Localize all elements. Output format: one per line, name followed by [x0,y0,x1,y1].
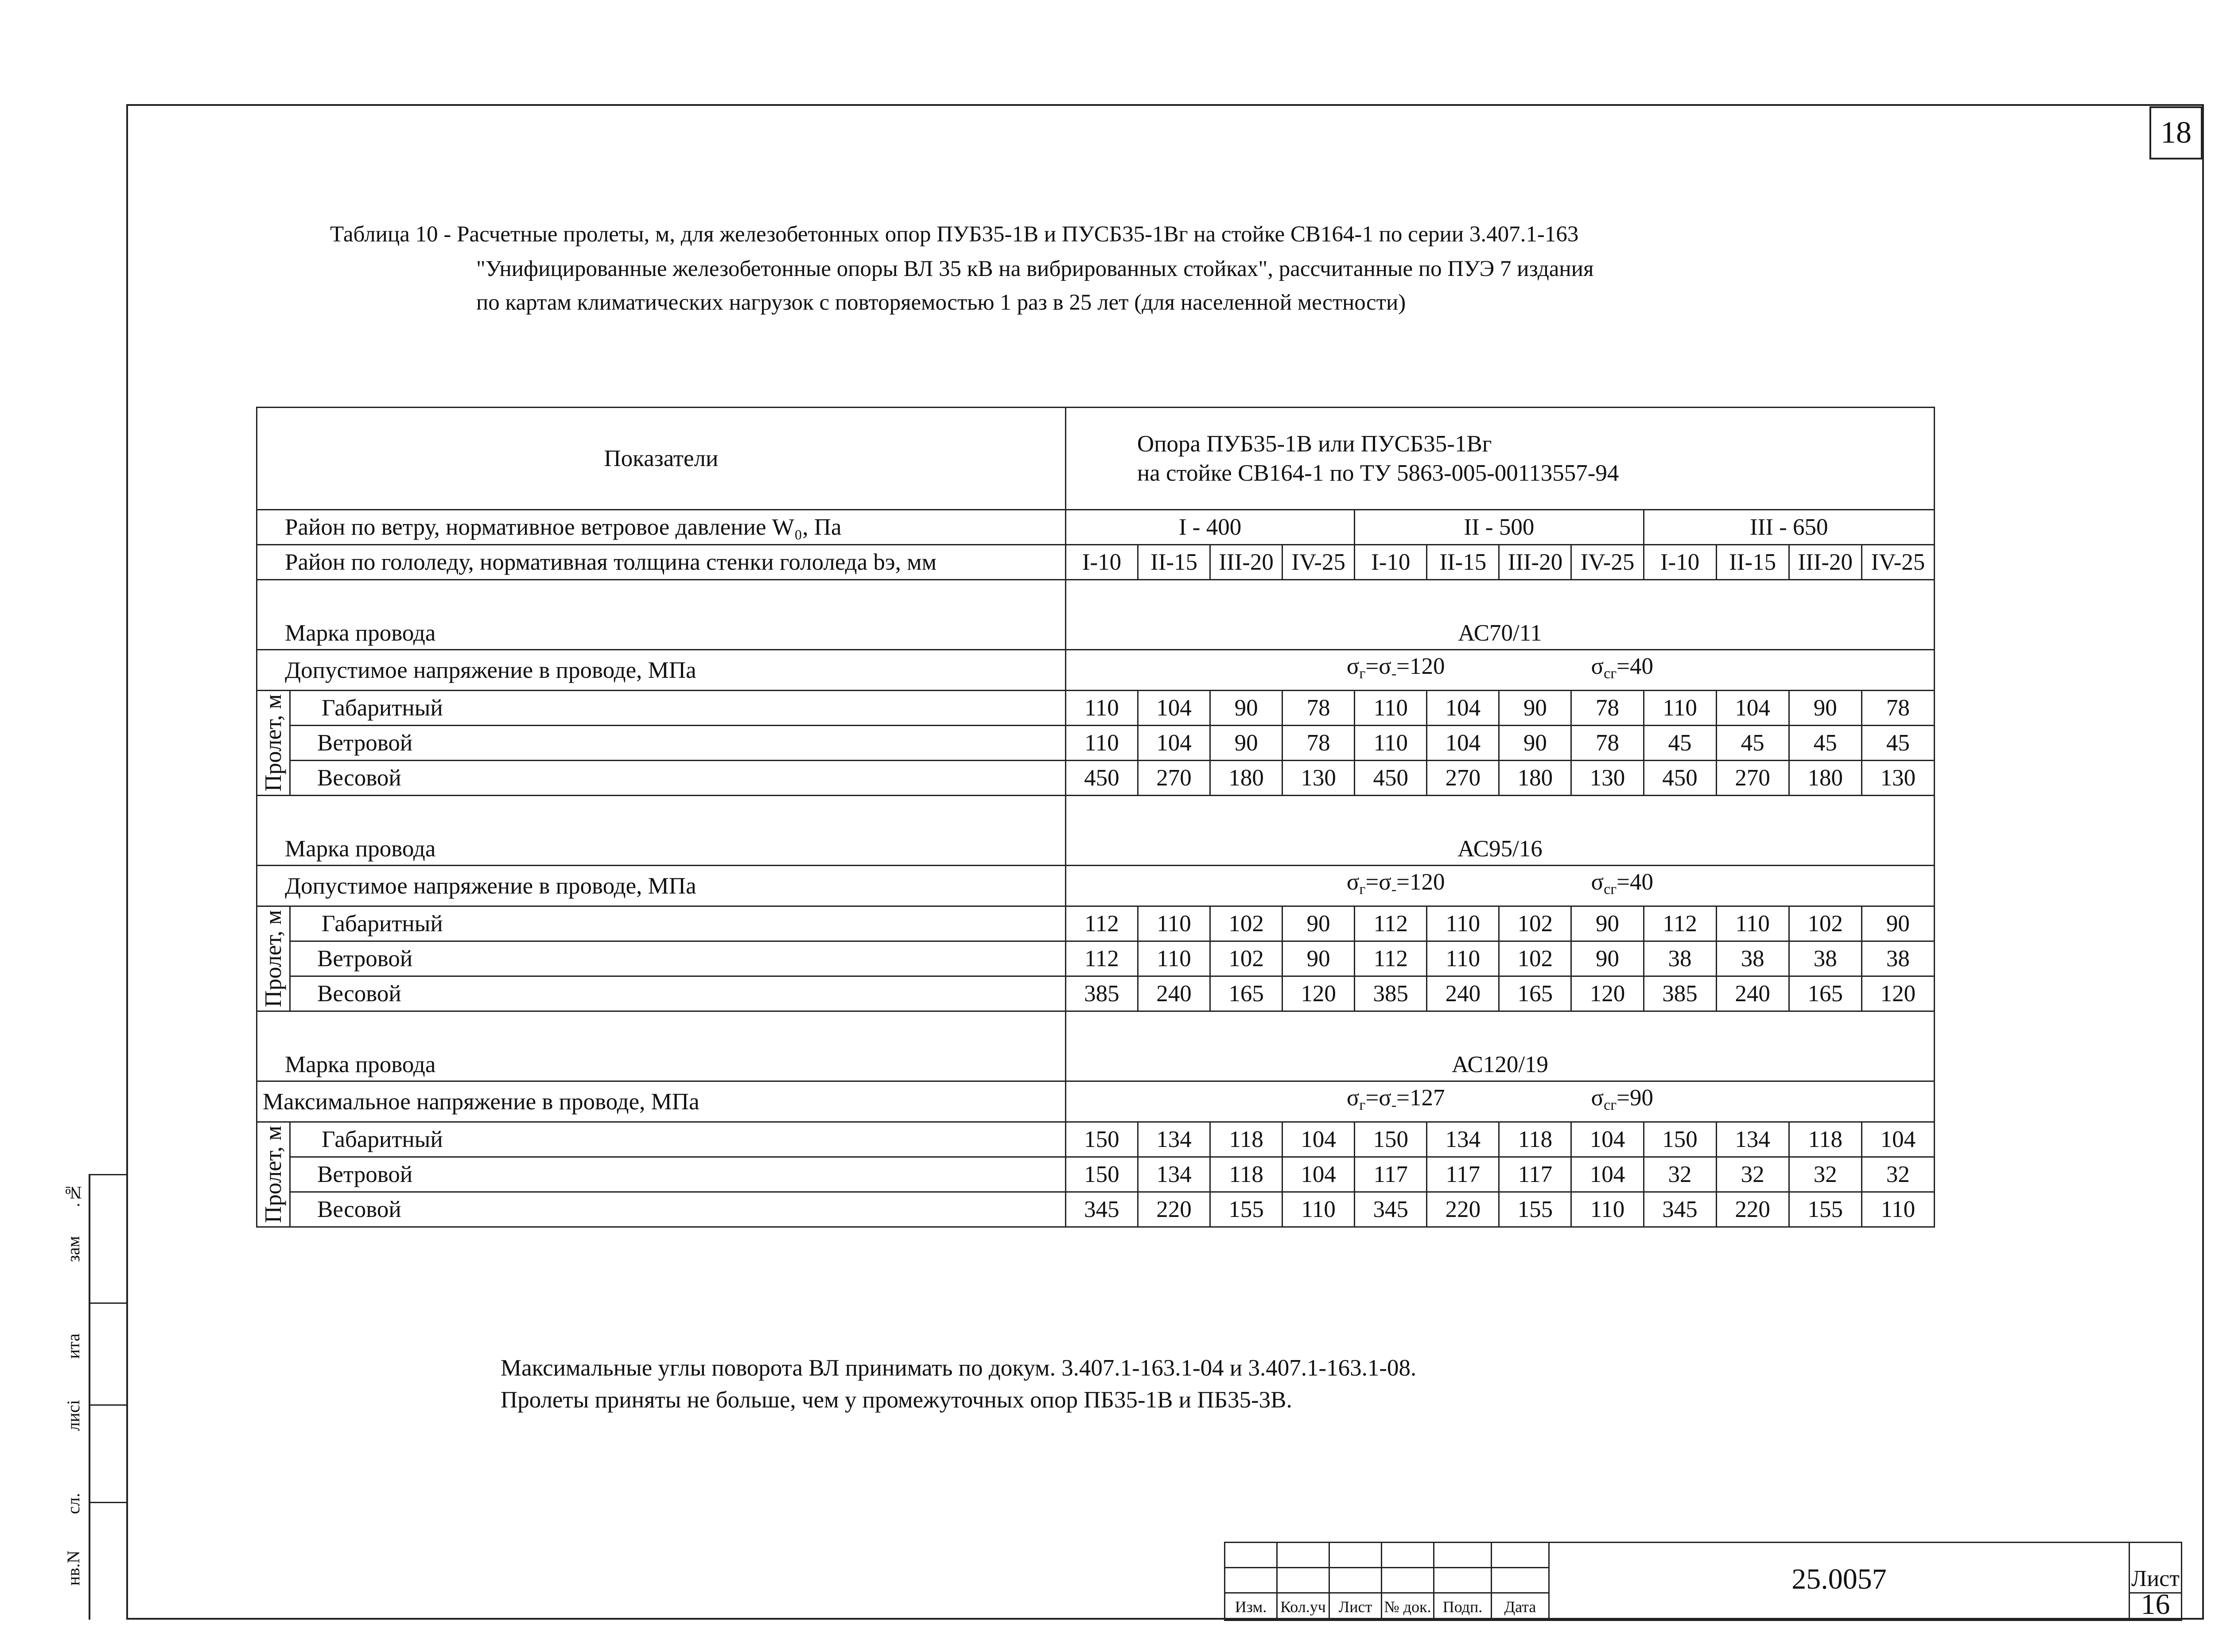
table-cell: 117 [1427,1157,1499,1192]
wind-label: Район по ветру, нормативное ветровое давление W₀, Па [257,510,1066,545]
table-cell: 104 [1138,726,1210,761]
sigma-left [1346,869,1445,898]
table-cell: 102 [1499,941,1571,976]
sigma-subscript: - [1391,1097,1397,1113]
side-label-4: лисі [63,1400,83,1431]
table-cell: 180 [1499,761,1571,796]
table-cell: 104 [1716,691,1789,726]
table-cell: 130 [1861,761,1934,796]
sigma-subscript: сг [1604,881,1617,898]
table-row [257,691,1935,726]
table-row [257,1157,1935,1192]
table-cell: 78 [1571,726,1644,761]
table-cell: 450 [1355,761,1427,796]
table-cell: 134 [1138,1157,1210,1192]
stress-row [257,866,1935,906]
sigma-subscript: сг [1604,665,1617,682]
ice-region: II-15 [1427,545,1499,580]
tb-col-koluch: Кол.уч [1277,1593,1329,1621]
table-header-row [257,408,1935,510]
sigma-left [1346,653,1445,682]
side-label-2: зам [63,1236,83,1262]
sigma-symbol: σ [1346,653,1360,679]
table-cell: 78 [1282,691,1355,726]
sigma-value: =90 [1617,1085,1654,1111]
table-cell: 102 [1499,906,1571,941]
wire-mark-row [257,580,1935,650]
doc-number: 25.0057 [1791,1563,1887,1595]
wire-mark-label: Марка провода [257,1011,1066,1081]
note-line-2: Пролеты приняты не больше, чем у промежуточных опор ПБ35-1В и ПБ35-3В. [501,1387,1292,1413]
table-cell: 32 [1861,1157,1934,1192]
ice-region: III-20 [1789,545,1861,580]
wire-mark-value: АС95/16 [1065,796,1934,866]
wind-row [257,510,1935,545]
table-cell: 450 [1644,761,1716,796]
table-cell: 38 [1716,941,1789,976]
table-cell: 112 [1355,906,1427,941]
table-cell: 112 [1644,906,1716,941]
doc-number-cell [1549,1543,2130,1621]
span-label: Пролет, м [260,1126,287,1223]
table-cell: 90 [1789,691,1861,726]
sigma-right [1591,1085,1654,1111]
table-cell: 118 [1499,1122,1571,1157]
table-cell: 45 [1789,726,1861,761]
table-cell: 110 [1644,691,1716,726]
span-row-label: Ветровой [290,941,1066,976]
table-cell: 32 [1789,1157,1861,1192]
table-cell: 45 [1644,726,1716,761]
sigma-value: =40 [1617,869,1654,895]
table-row [257,1122,1935,1157]
side-label-5: сл. [63,1493,83,1514]
sigma-left [1347,1085,1445,1111]
table-row [257,1192,1935,1227]
table-cell: 117 [1355,1157,1427,1192]
ice-region: IV-25 [1861,545,1934,580]
table-cell: 32 [1716,1157,1789,1192]
sigma-right [1591,869,1654,898]
table-cell: 150 [1644,1122,1716,1157]
sigma-subscript: г [1359,881,1366,898]
sigma-symbol: =σ [1365,869,1391,895]
table-cell: 90 [1210,691,1282,726]
table-cell: 104 [1282,1122,1355,1157]
ice-label: Район по гололеду, нормативная толщина стенки гололеда bэ, мм [257,545,1066,580]
header-support [1065,408,1934,510]
table-cell: 112 [1065,906,1138,941]
table-cell: 220 [1427,1192,1499,1227]
sigma-value: =40 [1617,653,1654,679]
sigma-symbol: σ [1591,1085,1604,1111]
table-cell: 104 [1571,1157,1644,1192]
table-cell: 155 [1789,1192,1861,1227]
table-cell: 155 [1499,1192,1571,1227]
table-row [257,906,1935,941]
table-cell: 385 [1644,976,1716,1011]
table-cell: 90 [1282,941,1355,976]
table-cell: 110 [1571,1192,1644,1227]
header-indicators: Показатели [257,408,1066,510]
span-row-label: Весовой [290,761,1066,796]
stress-label: Допустимое напряжение в проводе, МПа [257,866,1066,906]
table-cell: 38 [1861,941,1934,976]
sigma-symbol: σ [1346,869,1360,895]
table-cell: 165 [1210,976,1282,1011]
tb-col-list: Лист [1329,1593,1382,1621]
table-cell: 32 [1644,1157,1716,1192]
table-cell: 110 [1861,1192,1934,1227]
side-label-6: нв.N [63,1551,83,1586]
stress-label: Допустимое напряжение в проводе, МПа [257,650,1066,691]
caption-line-3: по картам климатических нагрузок с повторяемостью 1 раз в 25 лет (для населенной местности) [476,290,1406,315]
table-cell: 130 [1282,761,1355,796]
tb-col-podp: Подп. [1434,1593,1492,1621]
table-cell: 104 [1427,691,1499,726]
table-cell: 270 [1427,761,1499,796]
span-row-label: Габаритный [290,1122,1066,1157]
span-row-label: Весовой [290,1192,1066,1227]
stress-row [257,1081,1935,1122]
sheet-label-cell [2130,1543,2182,1568]
wind-region-3: III - 650 [1644,510,1934,545]
table-cell: 134 [1138,1122,1210,1157]
wire-mark-row [257,1011,1935,1081]
ice-row [257,545,1935,580]
table-cell: 110 [1427,941,1499,976]
table-cell: 112 [1065,941,1138,976]
wind-region-1: I - 400 [1065,510,1354,545]
wire-mark-value: АС120/19 [1065,1011,1934,1081]
stress-values [1065,1081,1934,1122]
table-cell: 120 [1282,976,1355,1011]
tb-col-data: Дата [1492,1593,1549,1621]
table-row [257,726,1935,761]
table-cell: 450 [1065,761,1138,796]
table-cell: 102 [1210,941,1282,976]
table-row [257,976,1935,1011]
table-cell: 120 [1571,976,1644,1011]
wire-mark-label: Марка провода [257,796,1066,866]
table-cell: 345 [1355,1192,1427,1227]
table-cell: 90 [1282,906,1355,941]
sigma-value: =120 [1396,653,1445,679]
span-table [256,407,1935,1228]
table-cell: 110 [1716,906,1789,941]
sigma-symbol: =σ [1365,653,1391,679]
header-support-line-1: Опора ПУБ35-1В или ПУСБ35-1Вг [1137,431,1492,457]
table-cell: 118 [1210,1122,1282,1157]
table-cell: 117 [1499,1157,1571,1192]
table-cell: 110 [1138,941,1210,976]
sigma-subscript: сг [1604,1097,1617,1113]
sigma-subscript: - [1391,881,1397,898]
sheet-number: 16 [2141,1588,2170,1621]
ice-region: IV-25 [1282,545,1355,580]
sigma-subscript: г [1359,1097,1366,1113]
table-cell: 90 [1571,906,1644,941]
sheet-number-cell [2130,1588,2182,1621]
span-group-label [257,906,290,1011]
table-cell: 180 [1789,761,1861,796]
sigma-subscript: г [1359,665,1366,682]
table-cell: 104 [1138,691,1210,726]
stress-row [257,650,1935,691]
table-cell: 155 [1210,1192,1282,1227]
side-label-1: .№ [63,1183,83,1207]
table-cell: 90 [1861,906,1934,941]
table-cell: 112 [1355,941,1427,976]
table-cell: 110 [1138,906,1210,941]
sigma-value: =120 [1396,869,1445,895]
ice-region: III-20 [1210,545,1282,580]
table-cell: 240 [1427,976,1499,1011]
span-row-label: Ветровой [290,1157,1066,1192]
table-cell: 385 [1355,976,1427,1011]
ice-region: II-15 [1138,545,1210,580]
span-label: Пролет, м [260,694,287,792]
table-cell: 150 [1355,1122,1427,1157]
title-block [1224,1542,2182,1621]
wire-mark-label: Марка провода [257,580,1066,650]
table-cell: 110 [1355,726,1427,761]
table-cell: 78 [1282,726,1355,761]
sigma-symbol: σ [1346,1085,1360,1111]
sigma-right [1591,653,1654,682]
span-group-label [257,1122,290,1227]
stress-values [1065,650,1934,691]
table-cell: 118 [1789,1122,1861,1157]
wire-mark-row [257,796,1935,866]
span-row-label: Ветровой [290,726,1066,761]
table-cell: 90 [1571,941,1644,976]
table-cell: 110 [1427,906,1499,941]
sigma-symbol: σ [1591,869,1604,895]
table-cell: 345 [1644,1192,1716,1227]
table-cell: 110 [1355,691,1427,726]
table-cell: 102 [1210,906,1282,941]
table-cell: 102 [1789,906,1861,941]
table-cell: 165 [1789,976,1861,1011]
side-strip [62,1174,126,1620]
tb-col-ndok: № док. [1382,1593,1434,1621]
table-cell: 240 [1138,976,1210,1011]
table-cell: 45 [1861,726,1934,761]
table-cell: 240 [1716,976,1789,1011]
table-cell: 120 [1861,976,1934,1011]
table-cell: 118 [1210,1157,1282,1192]
ice-region: I-10 [1644,545,1716,580]
caption-line-1: Таблица 10 - Расчетные пролеты, м, для железобетонных опор ПУБ35-1В и ПУСБ35-1Вг на стойке СВ164-1 по серии 3.407.1-163 [330,222,1579,247]
tb-col-izm: Изм. [1225,1593,1277,1621]
ice-region: II-15 [1716,545,1789,580]
table-cell: 104 [1861,1122,1934,1157]
span-row-label: Весовой [290,976,1066,1011]
table-cell: 345 [1065,1192,1138,1227]
table-cell: 385 [1065,976,1138,1011]
table-cell: 38 [1644,941,1716,976]
table-cell: 150 [1065,1157,1138,1192]
ice-region: I-10 [1065,545,1138,580]
table-cell: 220 [1138,1192,1210,1227]
sigma-symbol: σ [1591,653,1604,679]
table-cell: 110 [1282,1192,1355,1227]
table-cell: 134 [1427,1122,1499,1157]
caption-line-2: "Унифицированные железобетонные опоры ВЛ 35 кВ на вибрированных стойках", рассчитанные по ПУЭ 7 издания [476,257,1594,281]
sheet-label: Лист [2130,1568,2182,1593]
table-cell: 90 [1499,691,1571,726]
sigma-symbol: =σ [1365,1085,1391,1111]
ice-region: IV-25 [1571,545,1644,580]
stress-values [1065,866,1934,906]
table-cell: 180 [1210,761,1282,796]
table-cell: 38 [1789,941,1861,976]
wind-region-2: II - 500 [1355,510,1644,545]
table-cell: 110 [1065,691,1138,726]
table-cell: 104 [1427,726,1499,761]
sigma-value: =127 [1396,1085,1445,1111]
table-cell: 110 [1065,726,1138,761]
ice-region: III-20 [1499,545,1571,580]
table-cell: 90 [1210,726,1282,761]
table-cell: 78 [1571,691,1644,726]
page-number-top: 18 [2149,106,2203,159]
table-cell: 220 [1716,1192,1789,1227]
table-cell: 90 [1499,726,1571,761]
table-row [257,761,1935,796]
sigma-subscript: - [1391,665,1397,682]
ice-region: I-10 [1355,545,1427,580]
stress-label: Максимальное напряжение в проводе, МПа [257,1081,1066,1122]
note-line-1: Максимальные углы поворота ВЛ принимать по докум. 3.407.1-163.1-04 и 3.407.1-163.1-08. [501,1355,1417,1381]
span-row-label: Габаритный [290,691,1066,726]
header-support-line-2: на стойке СВ164-1 по ТУ 5863-005-00113557-94 [1137,460,1619,486]
table-cell: 45 [1716,726,1789,761]
span-label: Пролет, м [260,910,287,1007]
side-label-3: ита [63,1333,83,1359]
table-cell: 78 [1861,691,1934,726]
wire-mark-value: АС70/11 [1065,580,1934,650]
table-cell: 134 [1716,1122,1789,1157]
table-cell: 165 [1499,976,1571,1011]
table-cell: 270 [1716,761,1789,796]
table-cell: 150 [1065,1122,1138,1157]
span-group-label [257,691,290,796]
table-cell: 104 [1282,1157,1355,1192]
span-row-label: Габаритный [290,906,1066,941]
table-cell: 104 [1571,1122,1644,1157]
table-row [257,941,1935,976]
table-cell: 270 [1138,761,1210,796]
table-cell: 130 [1571,761,1644,796]
